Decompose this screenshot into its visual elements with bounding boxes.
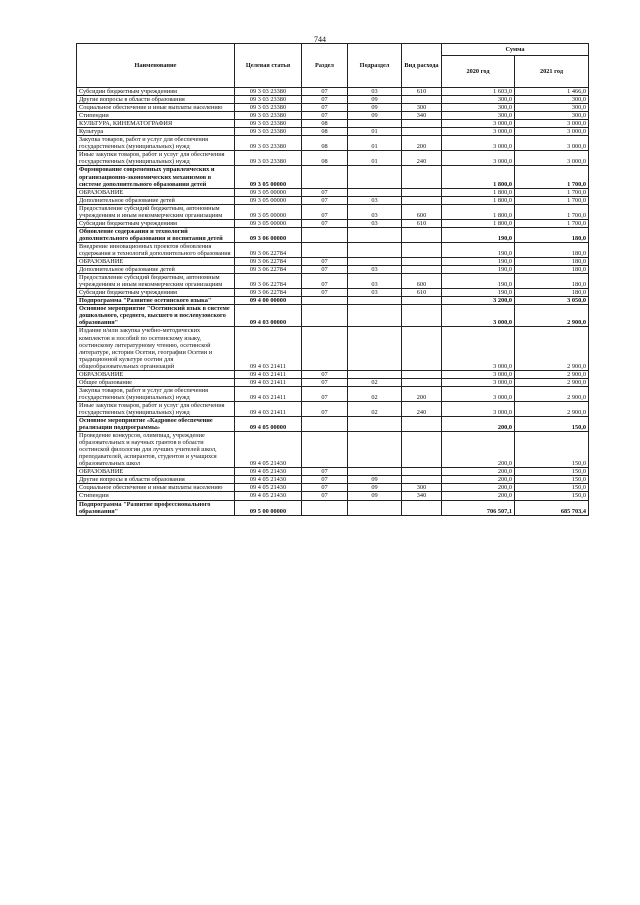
- row-expense-type: 240: [402, 151, 442, 166]
- row-subsection: 03: [348, 196, 402, 204]
- row-target: 09 4 03 21411: [235, 386, 302, 401]
- row-sum-2021: 2 900,0: [515, 378, 589, 386]
- row-target: 09 4 05 21430: [235, 432, 302, 468]
- row-subsection: [348, 297, 402, 305]
- row-section: [302, 227, 348, 242]
- row-name: ОБРАЗОВАНИЕ: [77, 188, 235, 196]
- row-subsection: [348, 242, 402, 257]
- table-row: [77, 370, 589, 378]
- row-subsection: 03: [348, 88, 402, 96]
- row-subsection: 03: [348, 266, 402, 274]
- header-section: Раздел: [302, 44, 348, 88]
- row-sum-2021: 2 900,0: [515, 386, 589, 401]
- row-expense-type: 340: [402, 492, 442, 500]
- row-sum-2020: 200,0: [442, 432, 515, 468]
- row-sum-2021: 1 700,0: [515, 219, 589, 227]
- row-section: 07: [302, 401, 348, 416]
- row-subsection: [348, 120, 402, 128]
- row-section: 07: [302, 378, 348, 386]
- row-name: ОБРАЗОВАНИЕ: [77, 468, 235, 476]
- row-name: Иные закупки товаров, работ и услуг для обеспечения государственных (муниципальных) нужд: [77, 151, 235, 166]
- row-sum-2021: 2 900,0: [515, 327, 589, 370]
- row-section: 07: [302, 112, 348, 120]
- row-subsection: 09: [348, 484, 402, 492]
- row-name: Подпрограмма "Развитие профессионального образования": [77, 500, 235, 515]
- row-subsection: [348, 327, 402, 370]
- table-row: [77, 378, 589, 386]
- table-row: [77, 289, 589, 297]
- row-target: 09 3 03 23380: [235, 136, 302, 151]
- table-row: [77, 327, 589, 370]
- row-sum-2020: 1 800,0: [442, 188, 515, 196]
- row-name: Субсидии бюджетным учреждениям: [77, 88, 235, 96]
- row-expense-type: [402, 327, 442, 370]
- table-row: [77, 476, 589, 484]
- row-sum-2021: 3 000,0: [515, 128, 589, 136]
- row-section: 07: [302, 370, 348, 378]
- row-subsection: 02: [348, 378, 402, 386]
- row-target: 09 3 05 00000: [235, 188, 302, 196]
- table-row: [77, 266, 589, 274]
- row-section: 08: [302, 128, 348, 136]
- row-section: [302, 432, 348, 468]
- row-name: Обновление содержания и технологий дополнительного образования и воспитания детей: [77, 227, 235, 242]
- row-subsection: [348, 305, 402, 327]
- row-sum-2021: 300,0: [515, 96, 589, 104]
- row-name: Основное мероприятие "Осетинский язык в системе дошкольного, среднего, высшего и послевузовского образования": [77, 305, 235, 327]
- row-section: 07: [302, 188, 348, 196]
- row-name: Иные закупки товаров, работ и услуг для обеспечения государственных (муниципальных) нужд: [77, 401, 235, 416]
- row-subsection: 03: [348, 289, 402, 297]
- row-subsection: 01: [348, 128, 402, 136]
- row-sum-2020: 706 507,1: [442, 500, 515, 515]
- row-sum-2021: 180,0: [515, 227, 589, 242]
- row-expense-type: 300: [402, 104, 442, 112]
- row-sum-2020: 1 800,0: [442, 196, 515, 204]
- row-sum-2020: 300,0: [442, 104, 515, 112]
- row-sum-2021: 3 000,0: [515, 136, 589, 151]
- row-expense-type: [402, 120, 442, 128]
- row-subsection: 01: [348, 151, 402, 166]
- row-name: Субсидии бюджетным учреждениям: [77, 219, 235, 227]
- row-subsection: [348, 432, 402, 468]
- header-year-2020: 2020 год: [442, 56, 515, 88]
- row-name: Формирование современных управленческих и организационно-экономических механизмов в системе дополнительного образования детей: [77, 166, 235, 188]
- table-row: [77, 401, 589, 416]
- row-sum-2020: 3 000,0: [442, 401, 515, 416]
- row-section: 08: [302, 136, 348, 151]
- row-target: 09 3 03 23380: [235, 128, 302, 136]
- row-sum-2020: 190,0: [442, 242, 515, 257]
- row-expense-type: [402, 188, 442, 196]
- row-sum-2020: 1 800,0: [442, 166, 515, 188]
- row-target: 09 3 06 22784: [235, 242, 302, 257]
- row-sum-2020: 190,0: [442, 274, 515, 289]
- row-subsection: 09: [348, 112, 402, 120]
- row-expense-type: [402, 468, 442, 476]
- row-section: 07: [302, 484, 348, 492]
- row-subsection: [348, 500, 402, 515]
- row-subsection: 03: [348, 274, 402, 289]
- row-sum-2021: 1 700,0: [515, 166, 589, 188]
- row-sum-2020: 200,0: [442, 417, 515, 432]
- row-target: 09 4 05 21430: [235, 468, 302, 476]
- row-sum-2021: 1 700,0: [515, 196, 589, 204]
- row-expense-type: 610: [402, 289, 442, 297]
- row-name: Социальное обеспечение и иные выплаты населению: [77, 104, 235, 112]
- row-sum-2020: 3 000,0: [442, 128, 515, 136]
- row-sum-2021: 3 000,0: [515, 151, 589, 166]
- budget-table: [76, 43, 589, 516]
- row-name: Внедрение инновационных проектов обновления содержания и технологий дополнительного образования: [77, 242, 235, 257]
- row-sum-2021: 3 000,0: [515, 120, 589, 128]
- table-row: [77, 432, 589, 468]
- table-row: [77, 88, 589, 96]
- table-row: [77, 468, 589, 476]
- row-sum-2021: 150,0: [515, 432, 589, 468]
- row-expense-type: 300: [402, 484, 442, 492]
- table-row: [77, 258, 589, 266]
- header-sum: Сумма: [442, 44, 589, 56]
- row-target: 09 4 03 21411: [235, 327, 302, 370]
- row-section: 07: [302, 219, 348, 227]
- row-expense-type: 200: [402, 386, 442, 401]
- row-sum-2021: 685 703,4: [515, 500, 589, 515]
- row-sum-2021: 180,0: [515, 266, 589, 274]
- row-section: 07: [302, 386, 348, 401]
- table-row: [77, 96, 589, 104]
- row-sum-2020: 190,0: [442, 266, 515, 274]
- row-sum-2021: 1 466,0: [515, 88, 589, 96]
- row-section: [302, 297, 348, 305]
- table-row: [77, 112, 589, 120]
- row-subsection: 09: [348, 476, 402, 484]
- row-target: 09 3 06 22784: [235, 258, 302, 266]
- row-name: Стипендии: [77, 112, 235, 120]
- row-expense-type: [402, 266, 442, 274]
- header-name: Наименование: [77, 44, 235, 88]
- row-sum-2021: 300,0: [515, 104, 589, 112]
- row-section: 07: [302, 289, 348, 297]
- row-expense-type: 240: [402, 401, 442, 416]
- row-subsection: [348, 370, 402, 378]
- row-expense-type: 600: [402, 204, 442, 219]
- row-name: КУЛЬТУРА, КИНЕМАТОГРАФИЯ: [77, 120, 235, 128]
- row-subsection: [348, 188, 402, 196]
- row-expense-type: [402, 96, 442, 104]
- table-row: [77, 128, 589, 136]
- row-expense-type: 340: [402, 112, 442, 120]
- row-name: Предоставление субсидий бюджетным, автономным учреждениям и иным некоммерческим организациям: [77, 204, 235, 219]
- row-subsection: [348, 227, 402, 242]
- header-year-2021: 2021 год: [515, 56, 589, 88]
- table-row: [77, 386, 589, 401]
- row-target: 09 4 03 21411: [235, 378, 302, 386]
- row-target: 09 3 03 23380: [235, 151, 302, 166]
- row-name: Дополнительное образование детей: [77, 266, 235, 274]
- row-expense-type: [402, 128, 442, 136]
- row-subsection: 02: [348, 386, 402, 401]
- row-name: Стипендии: [77, 492, 235, 500]
- row-expense-type: [402, 476, 442, 484]
- row-expense-type: [402, 242, 442, 257]
- row-target: 09 3 03 23380: [235, 96, 302, 104]
- row-section: 07: [302, 266, 348, 274]
- page-number: 744: [314, 35, 326, 44]
- row-sum-2020: 200,0: [442, 476, 515, 484]
- row-name: Подпрограмма "Развитие осетинского языка": [77, 297, 235, 305]
- row-sum-2020: 3 000,0: [442, 305, 515, 327]
- row-name: Закупка товаров, работ и услуг для обеспечения государственных (муниципальных) нужд: [77, 386, 235, 401]
- row-target: 09 3 06 22784: [235, 289, 302, 297]
- row-subsection: 03: [348, 204, 402, 219]
- row-subsection: 02: [348, 401, 402, 416]
- row-target: 09 3 03 23380: [235, 88, 302, 96]
- row-sum-2020: 200,0: [442, 492, 515, 500]
- row-subsection: [348, 468, 402, 476]
- table-row: [77, 120, 589, 128]
- row-section: 07: [302, 104, 348, 112]
- row-sum-2021: 1 700,0: [515, 204, 589, 219]
- row-sum-2020: 190,0: [442, 258, 515, 266]
- row-target: 09 4 05 21430: [235, 484, 302, 492]
- row-expense-type: [402, 305, 442, 327]
- row-expense-type: [402, 166, 442, 188]
- table-row: [77, 274, 589, 289]
- row-section: 08: [302, 120, 348, 128]
- header-target: Целевая статья: [235, 44, 302, 88]
- row-sum-2020: 1 603,0: [442, 88, 515, 96]
- row-sum-2021: 180,0: [515, 242, 589, 257]
- row-target: 09 3 06 22784: [235, 274, 302, 289]
- row-subsection: 09: [348, 492, 402, 500]
- row-subsection: [348, 258, 402, 266]
- row-sum-2020: 1 800,0: [442, 204, 515, 219]
- row-sum-2020: 1 800,0: [442, 219, 515, 227]
- row-target: 09 5 00 00000: [235, 500, 302, 515]
- row-target: 09 4 03 21411: [235, 401, 302, 416]
- row-target: 09 4 05 21430: [235, 476, 302, 484]
- row-expense-type: [402, 432, 442, 468]
- row-target: 09 4 03 21411: [235, 370, 302, 378]
- row-section: [302, 500, 348, 515]
- row-target: 09 3 06 22784: [235, 266, 302, 274]
- table-row: [77, 297, 589, 305]
- row-sum-2021: 180,0: [515, 258, 589, 266]
- table-row: [77, 227, 589, 242]
- row-expense-type: [402, 500, 442, 515]
- row-sum-2020: 3 000,0: [442, 370, 515, 378]
- row-target: 09 4 05 21430: [235, 492, 302, 500]
- row-name: Закупка товаров, работ и услуг для обеспечения государственных (муниципальных) нужд: [77, 136, 235, 151]
- row-name: Социальное обеспечение и иные выплаты населению: [77, 484, 235, 492]
- row-section: [302, 327, 348, 370]
- table-row: [77, 136, 589, 151]
- table-row: [77, 305, 589, 327]
- row-sum-2020: 3 000,0: [442, 327, 515, 370]
- row-sum-2021: 3 050,0: [515, 297, 589, 305]
- row-sum-2021: 2 900,0: [515, 401, 589, 416]
- row-sum-2020: 3 000,0: [442, 120, 515, 128]
- header-expense-type: Вид расхода: [402, 44, 442, 88]
- table-row: [77, 188, 589, 196]
- row-name: Культура: [77, 128, 235, 136]
- row-name: Предоставление субсидий бюджетным, автономным учреждениям и иным некоммерческим организациям: [77, 274, 235, 289]
- row-sum-2021: 150,0: [515, 468, 589, 476]
- table-row: [77, 196, 589, 204]
- row-expense-type: 610: [402, 88, 442, 96]
- row-sum-2020: 200,0: [442, 484, 515, 492]
- row-subsection: 01: [348, 136, 402, 151]
- row-sum-2021: 150,0: [515, 492, 589, 500]
- row-section: 07: [302, 204, 348, 219]
- row-name: Субсидии бюджетным учреждениям: [77, 289, 235, 297]
- row-subsection: 09: [348, 104, 402, 112]
- row-section: 07: [302, 274, 348, 289]
- row-target: 09 3 05 00000: [235, 204, 302, 219]
- row-section: 07: [302, 196, 348, 204]
- table-row: [77, 242, 589, 257]
- row-sum-2020: 3 000,0: [442, 378, 515, 386]
- row-target: 09 3 03 23380: [235, 120, 302, 128]
- row-name: Издание и/или закупка учебно-методических комплектов и пособий по осетинскому языку, осетинскому литературному чтению, осетинской литературе, истории Осетии, географии Осетии и традиционной культуре осетин для общеобразовательных организаций: [77, 327, 235, 370]
- row-target: 09 3 06 00000: [235, 227, 302, 242]
- row-sum-2021: 150,0: [515, 476, 589, 484]
- row-expense-type: 200: [402, 136, 442, 151]
- row-target: 09 4 00 00000: [235, 297, 302, 305]
- row-section: 07: [302, 468, 348, 476]
- row-name: ОБРАЗОВАНИЕ: [77, 370, 235, 378]
- table-row: [77, 151, 589, 166]
- table-row: [77, 104, 589, 112]
- row-target: 09 4 05 00000: [235, 417, 302, 432]
- row-section: 07: [302, 258, 348, 266]
- row-name: Основное мероприятие «Кадровое обеспечение реализации подпрограммы»: [77, 417, 235, 432]
- table-row: [77, 204, 589, 219]
- row-expense-type: 610: [402, 219, 442, 227]
- row-sum-2021: 150,0: [515, 417, 589, 432]
- table-row: [77, 219, 589, 227]
- row-sum-2020: 190,0: [442, 227, 515, 242]
- row-sum-2020: 3 000,0: [442, 151, 515, 166]
- table-row: [77, 166, 589, 188]
- row-subsection: [348, 417, 402, 432]
- row-section: [302, 305, 348, 327]
- row-target: 09 3 03 23380: [235, 104, 302, 112]
- row-name: Проведение конкурсов, олимпиад, учреждение образовательных и научных грантов в области осетинской филологии для лучших учителей школ, преподавателей, аспирантов, студентов и учащихся образовательных школ: [77, 432, 235, 468]
- table-row: [77, 500, 589, 515]
- row-name: Общее образование: [77, 378, 235, 386]
- row-target: 09 3 03 23380: [235, 112, 302, 120]
- row-target: 09 4 03 00000: [235, 305, 302, 327]
- row-section: [302, 242, 348, 257]
- row-section: [302, 166, 348, 188]
- row-expense-type: [402, 370, 442, 378]
- row-sum-2021: 1 700,0: [515, 188, 589, 196]
- row-expense-type: 600: [402, 274, 442, 289]
- row-section: 08: [302, 151, 348, 166]
- row-expense-type: [402, 258, 442, 266]
- row-expense-type: [402, 297, 442, 305]
- row-section: [302, 417, 348, 432]
- row-sum-2020: 300,0: [442, 96, 515, 104]
- row-name: Дополнительное образование детей: [77, 196, 235, 204]
- row-sum-2020: 3 200,0: [442, 297, 515, 305]
- row-sum-2021: 180,0: [515, 274, 589, 289]
- row-expense-type: [402, 378, 442, 386]
- table-row: [77, 492, 589, 500]
- row-target: 09 3 05 00000: [235, 166, 302, 188]
- row-sum-2021: 180,0: [515, 289, 589, 297]
- row-sum-2021: 150,0: [515, 484, 589, 492]
- row-sum-2021: 300,0: [515, 112, 589, 120]
- header-subsection: Подраздел: [348, 44, 402, 88]
- table-row: [77, 484, 589, 492]
- row-section: 07: [302, 88, 348, 96]
- row-sum-2021: 2 900,0: [515, 305, 589, 327]
- row-subsection: 09: [348, 96, 402, 104]
- row-subsection: 03: [348, 219, 402, 227]
- row-section: 07: [302, 96, 348, 104]
- row-section: 07: [302, 492, 348, 500]
- row-sum-2020: 200,0: [442, 468, 515, 476]
- row-subsection: [348, 166, 402, 188]
- row-name: Другие вопросы в области образования: [77, 476, 235, 484]
- row-sum-2020: 3 000,0: [442, 386, 515, 401]
- row-sum-2020: 3 000,0: [442, 136, 515, 151]
- row-expense-type: [402, 417, 442, 432]
- row-sum-2020: 190,0: [442, 289, 515, 297]
- row-name: ОБРАЗОВАНИЕ: [77, 258, 235, 266]
- row-target: 09 3 05 00000: [235, 219, 302, 227]
- row-sum-2020: 300,0: [442, 112, 515, 120]
- row-target: 09 3 05 00000: [235, 196, 302, 204]
- row-expense-type: [402, 227, 442, 242]
- table-row: [77, 417, 589, 432]
- row-expense-type: [402, 196, 442, 204]
- row-section: 07: [302, 476, 348, 484]
- row-name: Другие вопросы в области образования: [77, 96, 235, 104]
- row-sum-2021: 2 900,0: [515, 370, 589, 378]
